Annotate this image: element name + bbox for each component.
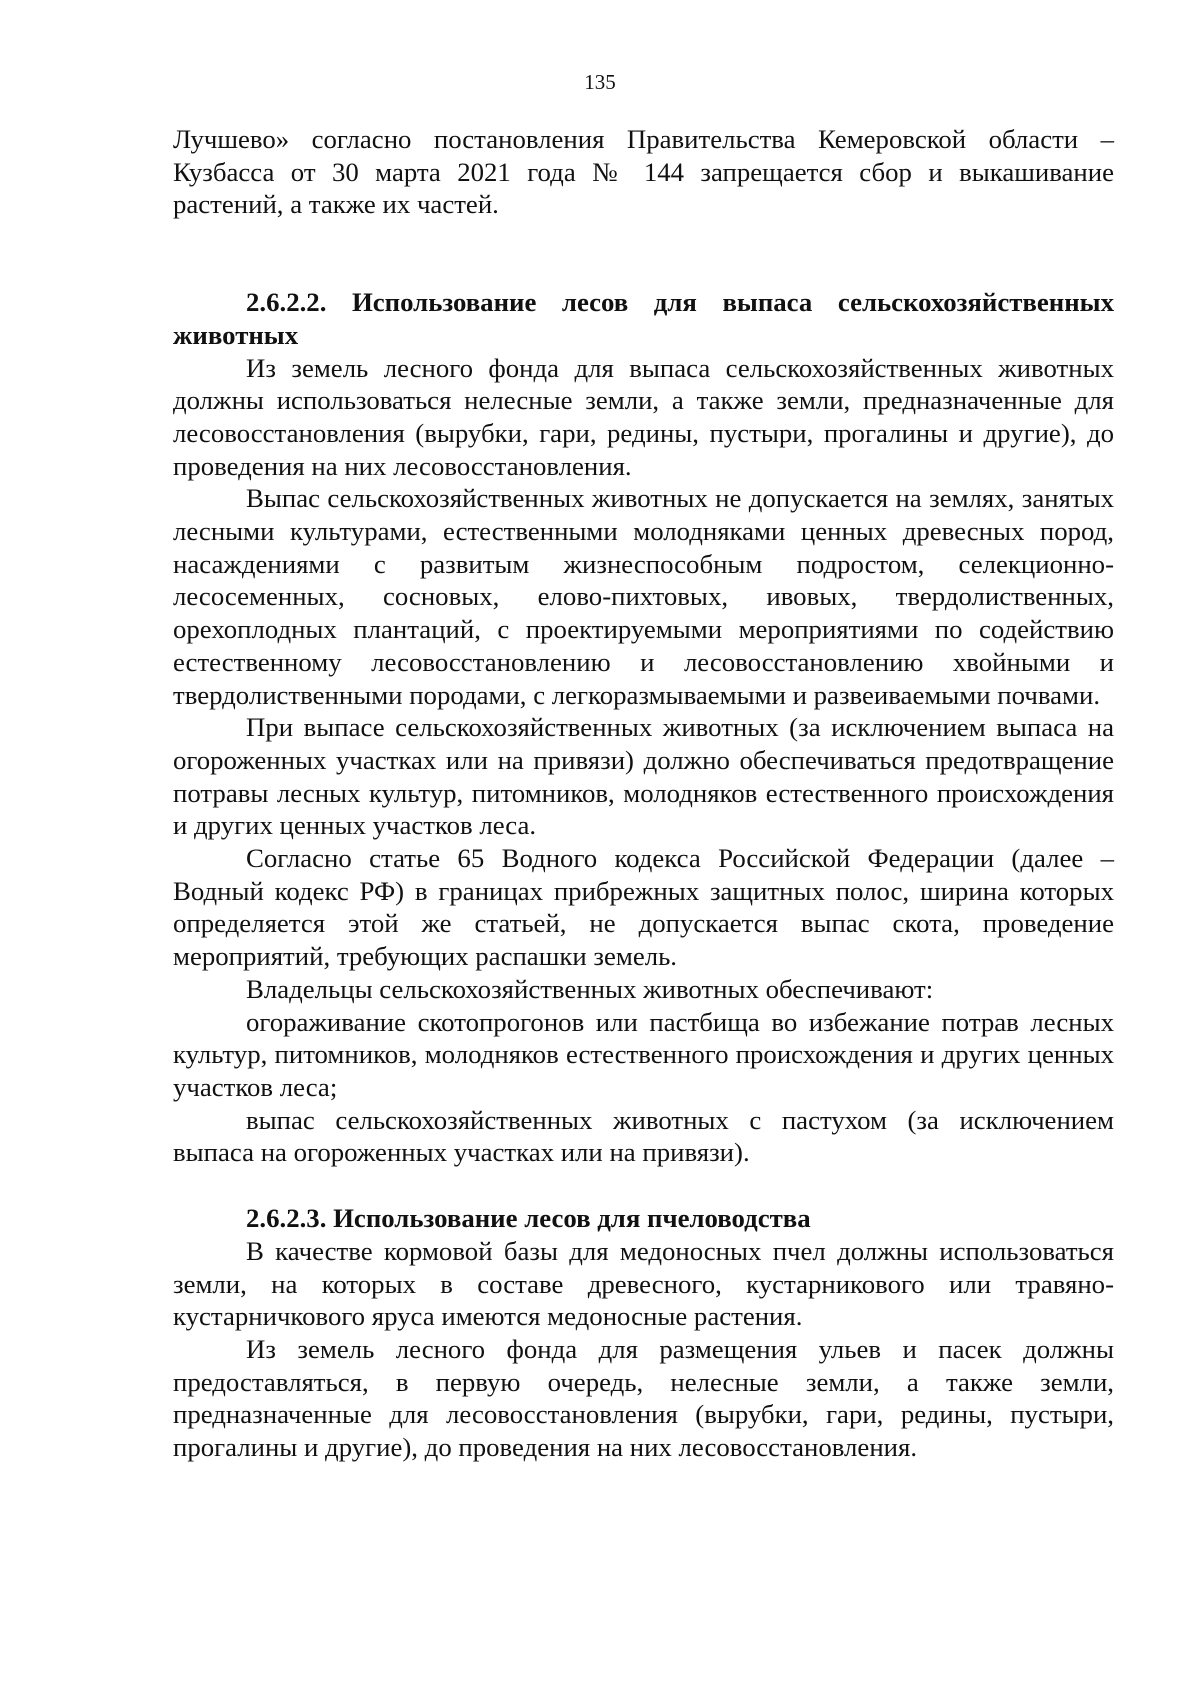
list-item-paragraph: огораживание скотопрогонов или пастбища во избежание потрав лесных культур, питомников, молодняков естественного происхождения и других ценных участков леса; xyxy=(173,1006,1114,1102)
section-heading-beekeeping: 2.6.2.3. Использование лесов для пчеловодства xyxy=(246,1203,811,1234)
paragraph: Из земель лесного фонда для размещения ульев и пасек должны предоставляться, в первую очередь, нелесные земли, а также земли, предназначенные для лесовосстановления (вырубки, гари, редины, пустыри, прогалины и другие), до проведения на них лесовосстановления. xyxy=(173,1333,1114,1463)
page-number: 135 xyxy=(584,70,616,94)
paragraph: Из земель лесного фонда для выпаса сельскохозяйственных животных должны использоваться нелесные земли, а также земли, предназначенные для лесовосстановления (вырубки, гари, редины, пустыри, прогалины и другие), до проведения на них лесовосстановления. xyxy=(173,352,1114,481)
paragraph: Владельцы сельскохозяйственных животных обеспечивают: xyxy=(246,973,934,1004)
paragraph: Выпас сельскохозяйственных животных не допускается на землях, занятых лесными культурами, естественными молодняками ценных древесных пород, насаждениями с развитым жизнеспособным подростом, селекционно-лесосеменных, сосновых, елово-пихтовых, ивовых, твердолиственных, орехоплодных плантаций, с проектируемыми мероприятиями по содействию естественному лесовосстановлению и лесовосстановлению хвойными и твердолиственными породами, с легкоразмываемыми и развеиваемыми почвами. xyxy=(173,483,1114,710)
section-heading-grazing: 2.6.2.2. Использование лесов для выпаса сельскохозяйственных животных xyxy=(173,287,1114,350)
paragraph: При выпасе сельскохозяйственных животных (за исключением выпаса на огороженных участках или на привязи) должно обеспечиваться предотвращение потравы лесных культур, питомников, молодняков естественного происхождения и других ценных участков леса. xyxy=(173,712,1114,841)
paragraph: В качестве кормовой базы для медоносных пчел должны использоваться земли, на которых в составе древесного, кустарникового или травяно-кустарничкового яруса имеются медоносные растения. xyxy=(173,1235,1114,1332)
section-spacer xyxy=(173,221,1114,286)
continuation-paragraph: Лучшево» согласно постановления Правительства Кемеровской области – Кузбасса от 30 марта 2021 года № 144 запрещается сбор и выкашивание растений, а также их частей. xyxy=(173,124,1114,220)
paragraph: Согласно статье 65 Водного кодекса Российской Федерации (далее – Водный кодекс РФ) в границах прибрежных защитных полос, ширина которых определяется этой же статьей, не допускается выпас скота, проведение мероприятий, требующих распашки земель. xyxy=(173,843,1114,972)
section-spacer xyxy=(173,1169,1114,1202)
document-body xyxy=(173,123,1114,1464)
list-item-paragraph: выпас сельскохозяйственных животных с пастухом (за исключением выпаса на огороженных участках или на привязи). xyxy=(173,1104,1114,1168)
